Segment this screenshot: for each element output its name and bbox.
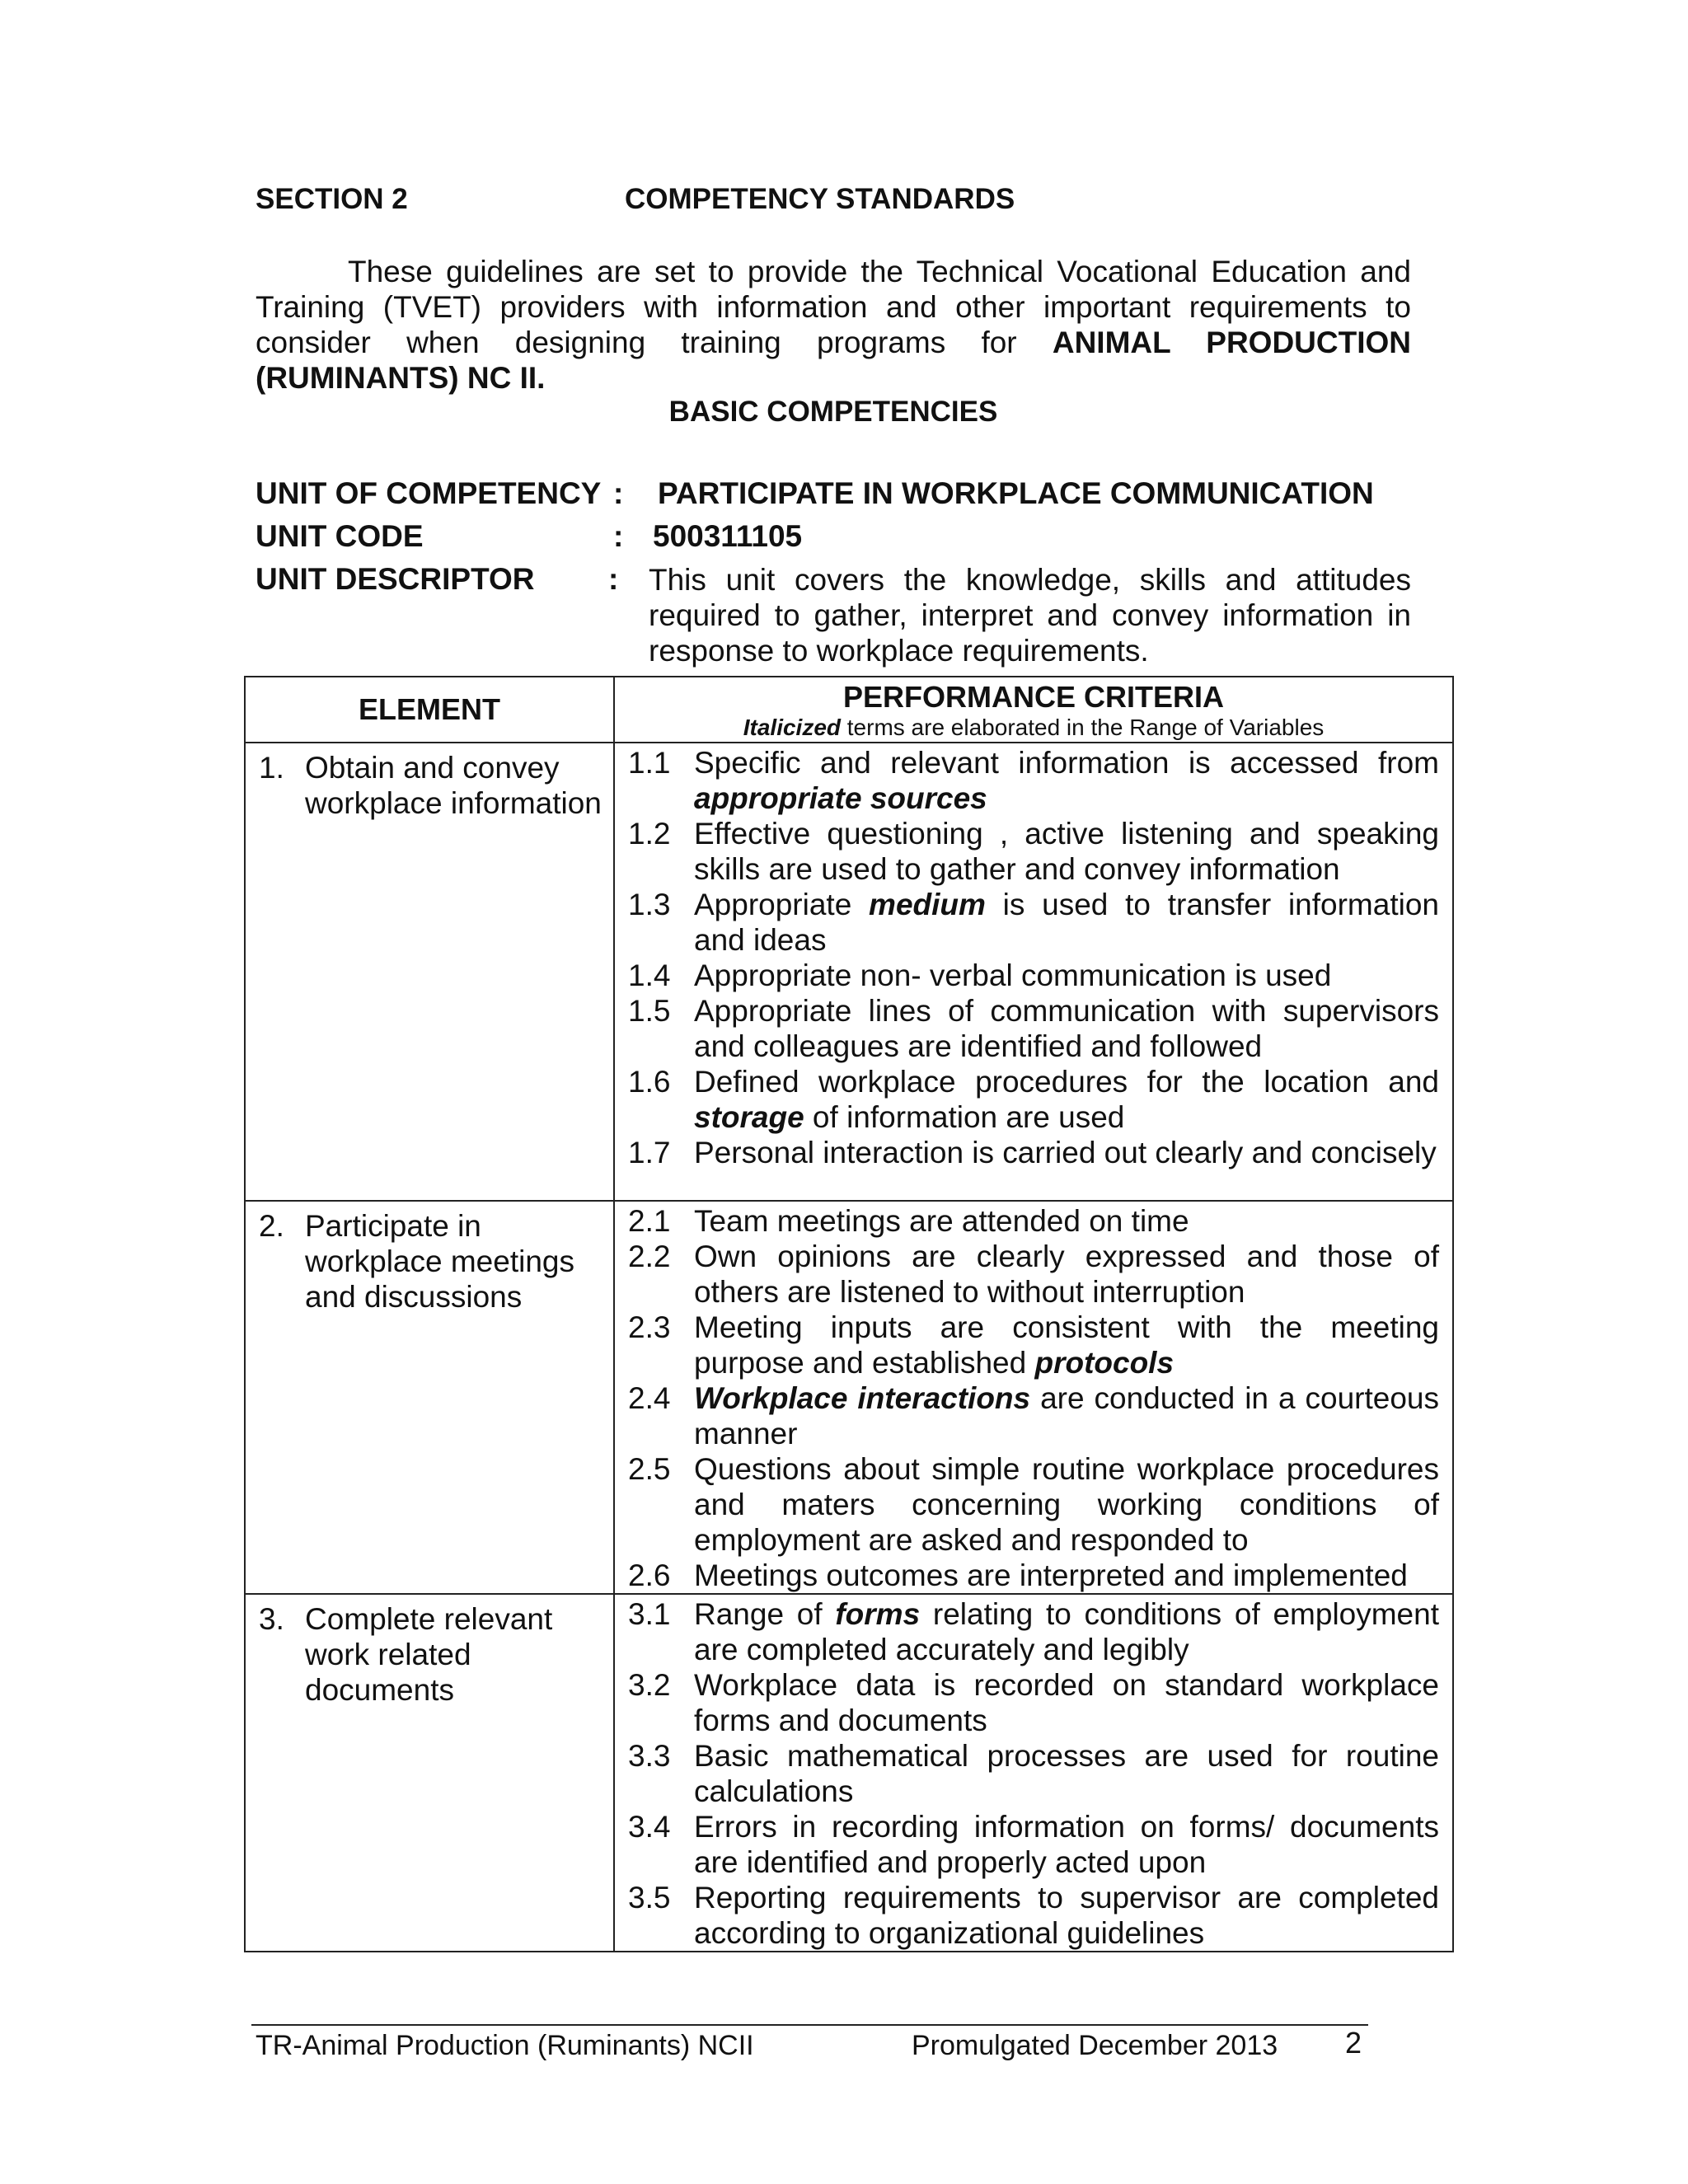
criteria-text-part: Appropriate — [694, 888, 870, 921]
element-cell — [245, 1201, 614, 1594]
criteria-number: 2.1 — [628, 1204, 671, 1238]
criteria-item — [628, 1809, 1439, 1880]
footer-divider — [251, 2024, 1368, 2026]
criteria-header-title: PERFORMANCE CRITERIA — [842, 680, 1224, 714]
criteria-text — [694, 1596, 1439, 1667]
criteria-header-note — [615, 714, 1452, 742]
criteria-text-part: Meeting inputs are consistent with the meeting purpose and established — [694, 1310, 1439, 1380]
unit-competency-label: UNIT OF COMPETENCY — [256, 476, 602, 510]
criteria-text-part: Questions about simple routine workplace procedures and maters concerning working conditions of employment are asked and responded to — [694, 1452, 1439, 1557]
criteria-cell — [614, 1201, 1453, 1594]
criteria-text — [694, 1558, 1439, 1593]
element-text: Participate in workplace meetings and discussions — [305, 1209, 574, 1314]
intro-paragraph — [256, 254, 1411, 396]
criteria-text — [694, 816, 1439, 887]
unit-descriptor-value: This unit covers the knowledge, skills and attitudes required to gather, interpret and convey information in response to workplace requirements. — [649, 563, 1411, 668]
element-number: 2. — [259, 1209, 284, 1243]
criteria-item — [628, 1667, 1439, 1738]
element-item — [259, 750, 605, 821]
criteria-text-part: Reporting requirements to supervisor are completed according to organizational guidelines — [694, 1881, 1439, 1950]
criteria-number: 1.6 — [628, 1065, 671, 1099]
unit-descriptor-colon: : — [608, 562, 619, 596]
criteria-text — [694, 1809, 1439, 1880]
criteria-text — [694, 1064, 1439, 1135]
criteria-column-header — [614, 677, 1453, 743]
criteria-text-part: Meetings outcomes are interpreted and implemented — [694, 1558, 1408, 1592]
criteria-item — [628, 1239, 1439, 1310]
criteria-number: 1.1 — [628, 746, 671, 780]
criteria-text-part: Own opinions are clearly expressed and those of others are listened to without interruption — [694, 1240, 1439, 1309]
criteria-text — [694, 1880, 1439, 1951]
table-row — [245, 1201, 1453, 1594]
criteria-number: 3.5 — [628, 1881, 671, 1915]
criteria-item — [628, 1738, 1439, 1809]
criteria-text-part: Defined workplace procedures for the location and — [694, 1065, 1439, 1099]
table-header-row — [245, 677, 1453, 743]
element-item — [259, 1601, 605, 1708]
unit-code-colon: : — [613, 519, 624, 553]
range-of-variables-term: protocols — [1034, 1346, 1175, 1380]
criteria-number: 1.4 — [628, 958, 671, 992]
criteria-item — [628, 1380, 1439, 1451]
footer-document-title: TR-Animal Production (Ruminants) NCII — [256, 2030, 754, 2061]
criteria-number: 3.3 — [628, 1739, 671, 1773]
criteria-text — [694, 1135, 1439, 1170]
criteria-item — [628, 1451, 1439, 1558]
unit-competency-value: PARTICIPATE IN WORKPLACE COMMUNICATION — [658, 476, 1374, 510]
unit-code-value: 500311105 — [653, 519, 803, 553]
criteria-number: 1.2 — [628, 817, 671, 851]
criteria-item — [628, 887, 1439, 958]
criteria-text — [694, 1451, 1439, 1558]
intro-text: These guidelines are set to provide the Technical Vocational Education and Training (TVET) providers with information and other important requirements to consider when designing training programs for — [256, 255, 1411, 359]
criteria-number: 2.5 — [628, 1452, 671, 1486]
criteria-cell — [614, 743, 1453, 1201]
criteria-text-part: are conducted in a courteous manner — [694, 1381, 1439, 1451]
table-body — [245, 743, 1453, 1952]
criteria-text-part: Basic mathematical processes are used for routine calculations — [694, 1739, 1439, 1808]
range-of-variables-term: storage — [694, 1100, 804, 1134]
criteria-number: 2.3 — [628, 1310, 671, 1344]
criteria-number: 3.2 — [628, 1668, 671, 1702]
footer-promulgated: Promulgated December 2013 — [912, 2030, 1278, 2061]
criteria-number: 3.4 — [628, 1810, 671, 1844]
criteria-text-part: is used to transfer information and ideas — [694, 888, 1439, 957]
criteria-item — [628, 1203, 1439, 1239]
element-number: 3. — [259, 1602, 284, 1636]
criteria-text-part: Specific and relevant information is accessed from — [694, 746, 1439, 780]
criteria-text — [694, 1667, 1439, 1738]
criteria-text — [694, 1239, 1439, 1310]
criteria-number: 1.7 — [628, 1136, 671, 1169]
criteria-text-part: Appropriate lines of communication with supervisors and colleagues are identified and followed — [694, 994, 1439, 1063]
criteria-item — [628, 745, 1439, 816]
intro-qualification: ANIMAL PRODUCTION (RUMINANTS) NC II. — [256, 326, 1411, 395]
table-row — [245, 1594, 1453, 1952]
criteria-text-part: Effective questioning , active listening and speaking skills are used to gather and convey information — [694, 817, 1439, 886]
element-cell — [245, 743, 614, 1201]
basic-competencies-heading: BASIC COMPETENCIES — [668, 396, 998, 428]
criteria-item — [628, 993, 1439, 1064]
range-of-variables-term: forms — [835, 1597, 921, 1631]
page-number: 2 — [1345, 2026, 1362, 2060]
criteria-number: 2.2 — [628, 1240, 671, 1273]
section-title: COMPETENCY STANDARDS — [625, 183, 1015, 215]
unit-code-label: UNIT CODE — [256, 519, 424, 553]
criteria-number: 3.1 — [628, 1597, 671, 1631]
criteria-text-part: Range of — [694, 1597, 836, 1631]
criteria-item — [628, 958, 1439, 993]
element-column-header: ELEMENT — [245, 677, 614, 743]
criteria-item — [628, 1135, 1439, 1170]
criteria-cell — [614, 1594, 1453, 1952]
criteria-item — [628, 1064, 1439, 1135]
criteria-note-italic: Italicized — [743, 715, 841, 740]
criteria-note-rest: terms are elaborated in the Range of Variables — [841, 715, 1325, 740]
criteria-text-part: relating to conditions of employment are completed accurately and legibly — [694, 1597, 1439, 1666]
criteria-text — [694, 993, 1439, 1064]
range-of-variables-term: Workplace interactions — [694, 1381, 1031, 1415]
criteria-text — [694, 1738, 1439, 1809]
element-number: 1. — [259, 751, 284, 785]
criteria-text — [694, 745, 1439, 816]
criteria-item — [628, 1880, 1439, 1951]
unit-competency-colon: : — [613, 476, 624, 510]
criteria-text-part: Team meetings are attended on time — [694, 1204, 1189, 1238]
range-of-variables-term: appropriate sources — [694, 781, 987, 815]
table-row — [245, 743, 1453, 1201]
criteria-number: 2.6 — [628, 1558, 671, 1592]
criteria-number: 2.4 — [628, 1381, 671, 1415]
criteria-item — [628, 1310, 1439, 1380]
section-label: SECTION 2 — [256, 183, 408, 215]
criteria-item — [628, 816, 1439, 887]
criteria-text-part: Personal interaction is carried out clearly and concisely — [694, 1136, 1437, 1169]
criteria-text-part: Workplace data is recorded on standard workplace forms and documents — [694, 1668, 1439, 1737]
criteria-item — [628, 1558, 1439, 1593]
criteria-text — [694, 887, 1439, 958]
criteria-text-part: Appropriate non- verbal communication is used — [694, 958, 1332, 992]
element-text: Obtain and convey workplace information — [305, 751, 602, 820]
criteria-item — [628, 1596, 1439, 1667]
element-cell — [245, 1594, 614, 1952]
element-item — [259, 1208, 605, 1315]
criteria-text-part: of information are used — [804, 1100, 1125, 1134]
unit-descriptor-label: UNIT DESCRIPTOR — [256, 562, 535, 596]
criteria-text — [694, 1310, 1439, 1380]
criteria-text — [694, 1380, 1439, 1451]
criteria-text-part: Errors in recording information on forms/ documents are identified and properly acted upon — [694, 1810, 1439, 1879]
criteria-number: 1.3 — [628, 888, 671, 921]
criteria-text — [694, 1203, 1439, 1239]
element-text: Complete relevant work related documents — [305, 1602, 553, 1707]
range-of-variables-term: medium — [869, 888, 986, 921]
criteria-text — [694, 958, 1439, 993]
competency-table — [244, 676, 1454, 1952]
criteria-number: 1.5 — [628, 994, 671, 1028]
